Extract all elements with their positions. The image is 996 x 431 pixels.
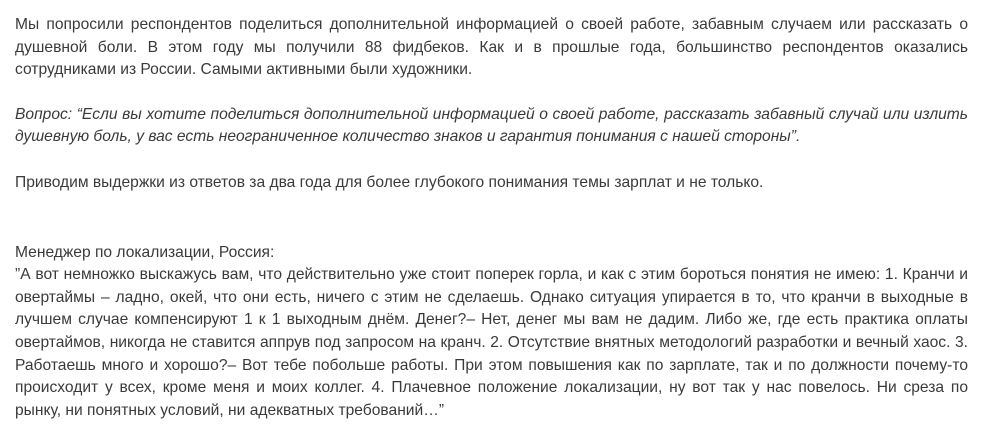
excerpts-intro: Приводим выдержки из ответов за два года для более глубокого понимания темы зарплат и не только. [15,173,764,191]
survey-question: Вопрос: “Если вы хотите поделиться дополнительной информацией о своей работе, рассказать забавный случай или излить душевную боль, у вас есть неограниченное количество знаков и гарантия понимания с нашей стороны”. [15,105,968,146]
respondent-quote: ”А вот немножко выскажусь вам, что действительно уже стоит поперек горла, и как с этим бороться понятия не имею: 1. Кранчи и овертаймы – ладно, окей, что они есть, ничего с этим не сделаешь. Однако ситуация упирается в то, что кранчи в выходные в лучшем случае компенсируют 1 к 1 выходным днём. Денег?– Нет, денег мы вам не дадим. Либо же, где есть практика оплаты овертаймов, никогда не ставится аппрув под запросом на кранч. 2. Отсутствие внятных методологий разработки и вечный хаос. 3. Работаешь много и хорошо?– Вот тебе побольше работы. При этом повышения как по зарплате, так и по должности почему-то происходит у всех, кроме меня и моих коллег. 4. Плачевное положение локализации, ну вот так у нас повелось. Ни среза по рынку, ни понятных условий, ни адекватных требований…” [15,266,968,419]
intro-paragraph: Мы попросили респондентов поделиться дополнительной информацией о своей работе, забавным случаем или рассказать о душевной боли. В этом году мы получили 88 фидбеков. Как и в прошлые года, большинство респондентов оказались сотрудниками из России. Самыми активными были художники. [15,16,968,79]
document-body [15,14,968,422]
response-block [15,242,968,423]
respondent-role: Менеджер по локализации, Россия: [15,243,275,261]
